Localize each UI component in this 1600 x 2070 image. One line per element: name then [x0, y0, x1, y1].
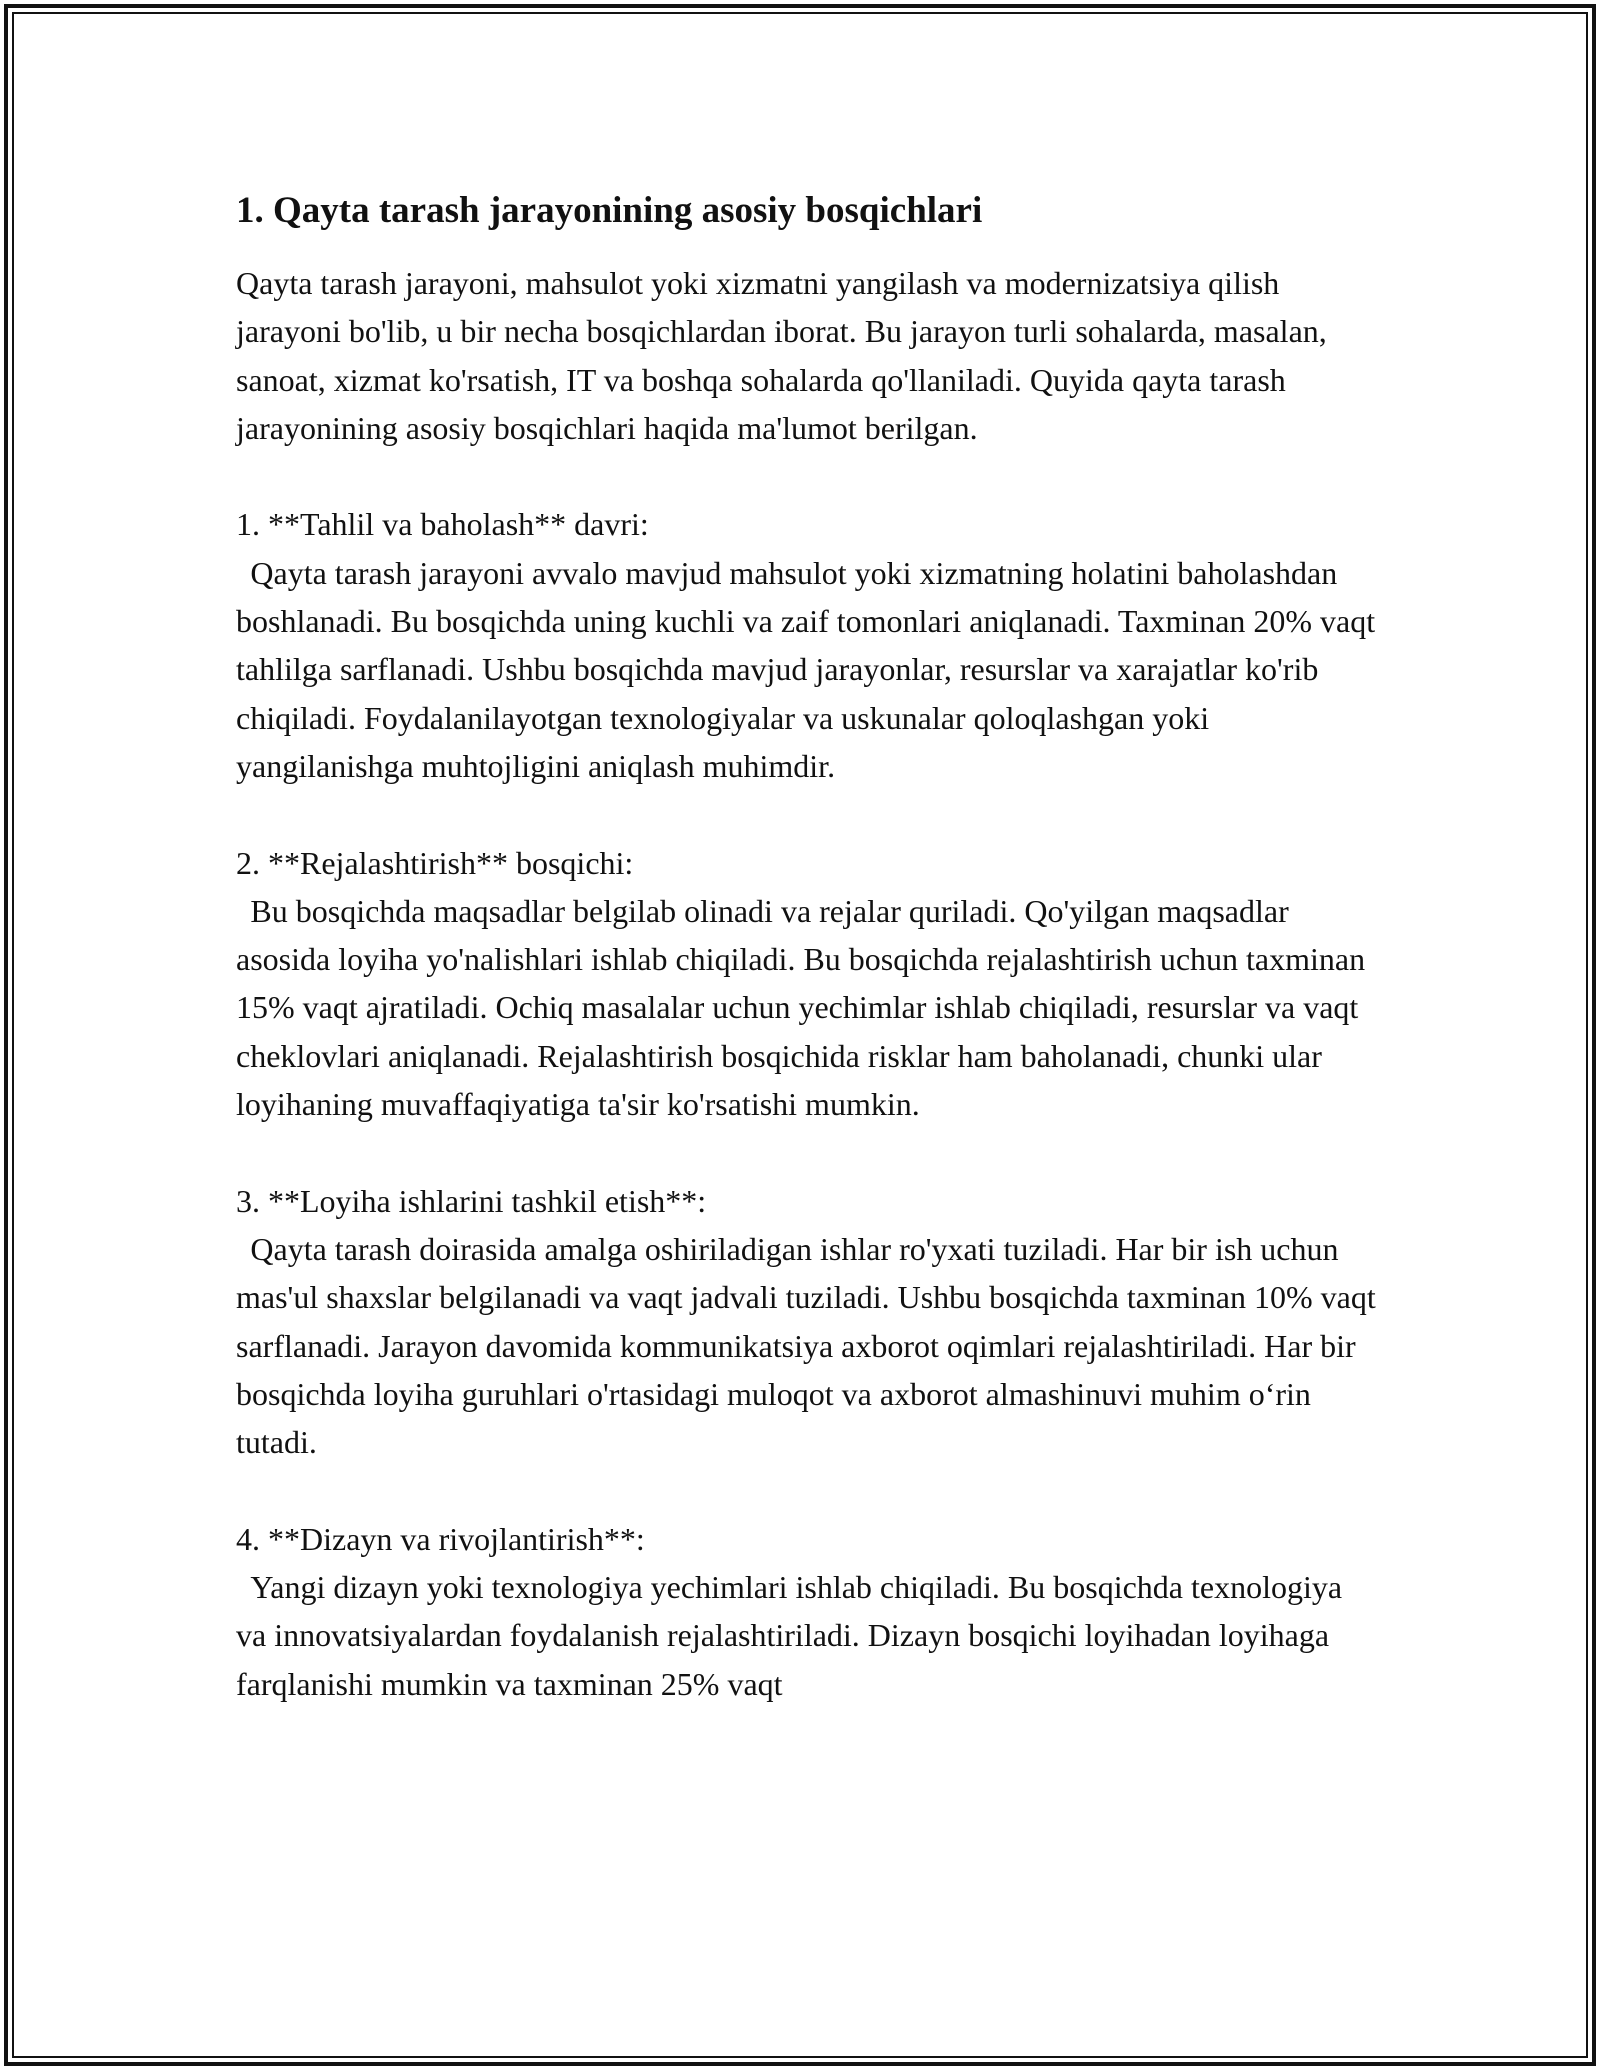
document-title: 1. Qayta tarash jarayonining asosiy bosqichlari [236, 190, 983, 231]
section-heading: 3. **Loyiha ishlarini tashkil etish**: [236, 1182, 707, 1219]
section-design [236, 1515, 1376, 1708]
intro-paragraph: Qayta tarash jarayoni, mahsulot yoki xizmatni yangilash va modernizatsiya qilish jarayoni bo'lib, u bir necha bosqichlardan iborat. Bu jarayon turli sohalarda, masalan, sanoat, xizmat ko'rsatish, IT va boshqa sohalarda qo'llaniladi. Quyida qayta tarash jarayonining asosiy bosqichlari haqida ma'lumot berilgan. [236, 265, 1327, 446]
section-analysis [236, 500, 1376, 790]
section-body: Bu bosqichda maqsadlar belgilab olinadi va rejalar quriladi. Qo'yilgan maqsadlar asosida loyiha yo'nalishlari ishlab chiqiladi. Bu bosqichda rejalashtirish uchun taxminan 15% vaqt ajratiladi. Ochiq masalalar uchun yechimlar ishlab chiqiladi, resurslar va vaqt cheklovlari aniqlanadi. Rejalashtirish bosqichida risklar ham baholanadi, chunki ular loyihaning muvaffaqiyatiga ta'sir ko'rsatishi mumkin. [236, 892, 1366, 1123]
section-body: Qayta tarash doirasida amalga oshiriladigan ishlar ro'yxati tuziladi. Har bir ish uchun mas'ul shaxslar belgilanadi va vaqt jadvali tuziladi. Ushbu bosqichda taxminan 10% vaqt sarflanadi. Jarayon davomida kommunikatsiya axborot oqimlari rejalashtiriladi. Har bir bosqichda loyiha guruhlari o'rtasidagi muloqot va axborot almashinuvi muhim o‘rin tutadi. [236, 1230, 1376, 1461]
section-organization [236, 1177, 1376, 1467]
section-planning [236, 839, 1376, 1129]
section-body: Qayta tarash jarayoni avvalo mavjud mahsulot yoki xizmatning holatini baholashdan boshlanadi. Bu bosqichda uning kuchli va zaif tomonlari aniqlanadi. Taxminan 20% vaqt tahlilga sarflanadi. Ushbu bosqichda mavjud jarayonlar, resurslar va xarajatlar ko'rib chiqiladi. Foydalanilayotgan texnologiyalar va uskunalar qoloqlashgan yoki yangilanishga muhtojligini aniqlash muhimdir. [236, 554, 1376, 784]
document-page [236, 185, 1376, 1708]
section-heading: 2. **Rejalashtirish** bosqichi: [236, 844, 634, 881]
section-heading: 1. **Tahlil va baholash** davri: [236, 506, 649, 543]
section-body: Yangi dizayn yoki texnologiya yechimlari ishlab chiqiladi. Bu bosqichda texnologiya va innovatsiyalardan foydalanish rejalashtiriladi. Dizayn bosqichi loyihadan loyihaga farqlanishi mumkin va taxminan 25% vaqt [236, 1569, 1343, 1702]
section-heading: 4. **Dizayn va rivojlantirish**: [236, 1520, 645, 1557]
